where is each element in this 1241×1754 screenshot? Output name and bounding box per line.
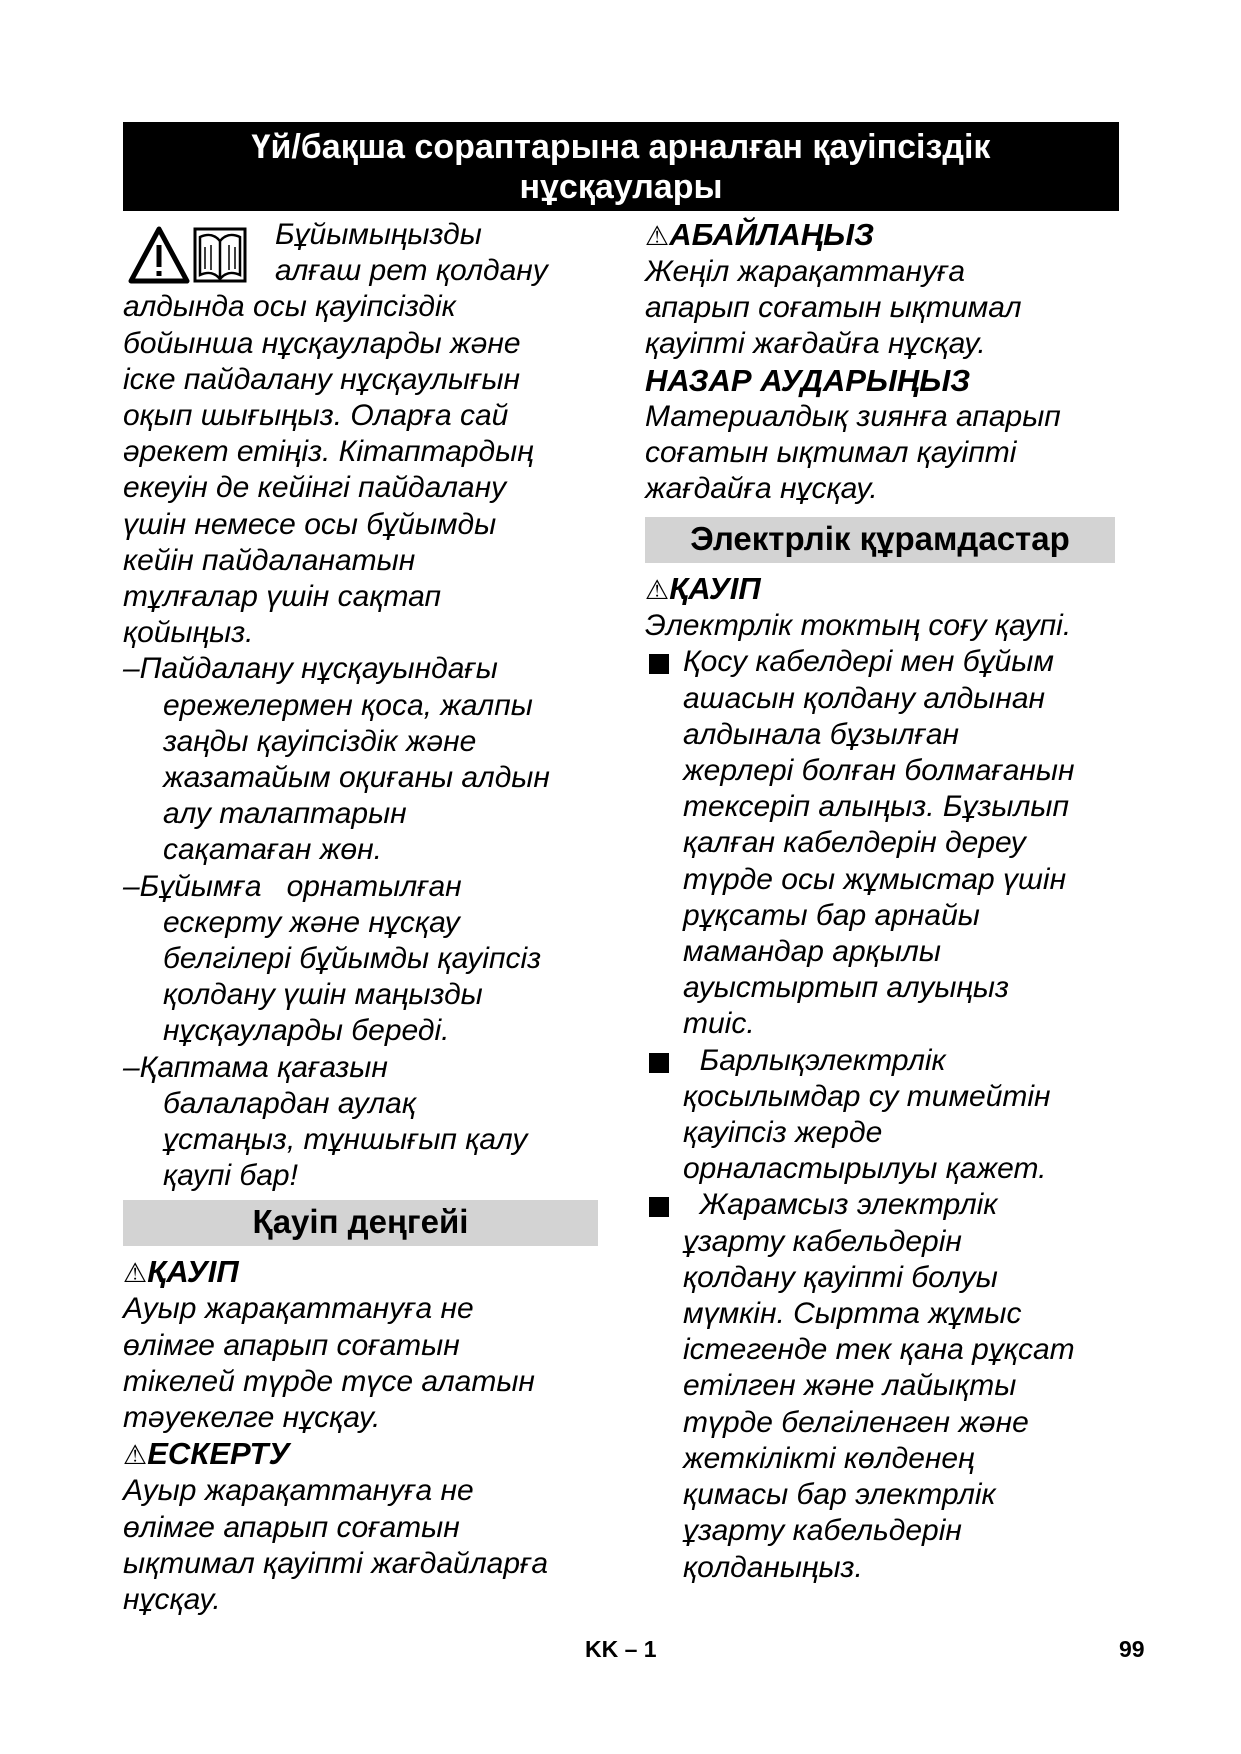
intro-line: оқып шығыңыз. Оларға сай [123,399,509,433]
notice-line: жағдайға нұсқау. [645,472,878,506]
bullet-line: түрде осы жұмыстар үшін [683,862,1067,896]
bullet-line: қауіпсіз жерде [683,1116,883,1150]
caution-heading [645,217,1125,254]
bullet-square-icon [649,1197,669,1217]
bullet-line: ұзарту кабельдерін [683,1514,962,1548]
warning-line: Ауыр жарақаттануға не [123,1474,474,1508]
electrical-components-heading: Электрлік құрамдастар [645,517,1115,563]
footer-page-number: 99 [1119,1636,1145,1662]
danger-line: өлімге апарып соғатын [123,1328,460,1362]
dash-item [123,869,603,1050]
warning-line: нұсқау. [123,1582,221,1616]
hazard-levels-heading: Қауіп деңгейі [123,1200,598,1246]
bullet-line: қимасы бар электрлік [683,1478,996,1512]
notice-line: соғатын ықтимал қауіпті [645,435,1017,469]
dash-line: алу талаптарын [163,797,407,831]
bullet-line: түрде белгіленген және [683,1405,1029,1439]
bullet-line: алдынала бұзылған [683,717,960,751]
danger-text [123,1291,603,1436]
notice-label: НАЗАР АУДАРЫҢЫЗ [645,362,971,398]
right-column [645,217,1125,1586]
notice-heading [645,363,1125,399]
warning-text [123,1473,603,1618]
warning-triangle-icon: ⚠ [645,221,670,251]
caution-text [645,254,1125,363]
caution-line: қауіпті жағдайға нұсқау. [645,327,986,361]
bullet-line: қолданыңыз. [683,1550,863,1584]
bullet-line: ұзарту кабельдерін [683,1224,962,1258]
bullet-line: рұқсаты бар арнайы [683,898,980,932]
bullet-line: етілген және лайықты [683,1369,1017,1403]
warning-triangle-icon: ⚠ [123,1440,148,1471]
bullet-line: ашасын қолдану алдынан [683,681,1046,715]
dash-line: –Бұйымға орнатылған [123,869,462,903]
bullet-line: жеткілікті көлденең [683,1441,975,1475]
bullet-line: Барлықэлектрлік [683,1043,946,1077]
bullet-item [645,1043,1125,1188]
warning-line: ықтимал қауіпті жағдайларға [123,1546,549,1580]
dash-line: қаупі бар! [163,1159,298,1193]
bullet-line: тексеріп алыңыз. Бұзылып [683,790,1069,824]
dash-line: ескерту және нұсқау [163,905,460,939]
page-title-line-2: нұсқаулары [519,168,723,206]
bullet-line: Жарамсыз электрлік [683,1188,998,1222]
warning-triangle-icon: ⚠ [123,1258,148,1289]
dash-line: ұстаңыз, тұншығып қалу [163,1123,528,1157]
dash-line: белгілері бұйымды қауіпсіз [163,942,542,976]
left-column [123,217,603,1618]
dash-line: сақатаған жөн. [163,833,382,867]
warning-heading [123,1436,603,1473]
warning-line: өлімге апарып соғатын [123,1510,460,1544]
intro-line: тұлғалар үшін сақтап [123,580,441,614]
caution-line: апарып соғатын ықтимал [645,291,1022,325]
danger-heading [123,1254,603,1291]
bullet-line: жерлері болған болмағанын [683,754,1075,788]
danger-line: тікелей түрде түсе алатын [123,1364,535,1398]
dash-line: –Пайдалану нұсқауындағы [123,652,498,686]
intro-line: алдында осы қауіпсіздік [123,290,456,324]
dash-line: ережелермен қоса, жалпы [163,688,533,722]
intro-line: алғаш рет қолдану [275,254,548,288]
safety-icons [127,225,249,289]
intro-line: екеуін де кейінгі пайдалану [123,471,507,505]
bullet-line: тиіс. [683,1007,755,1041]
footer-section-code: KK – 1 [585,1636,657,1662]
dash-line: қолдану үшін маңызды [163,978,483,1012]
bullet-line: мүмкін. Сыртта жұмыс [683,1297,1022,1331]
intro-line: бойынша нұсқауларды және [123,326,521,360]
intro-line: Бұйымыңызды [275,218,482,251]
danger-line: Ауыр жарақаттануға не [123,1292,474,1326]
intro-paragraph [123,217,603,651]
bullet-line: Қосу кабелдері мен бұйым [683,645,1054,679]
dash-line: нұсқауларды береді. [163,1014,450,1048]
bullet-line: қалған кабелдерін дереу [683,826,1026,860]
danger-label: ҚАУІП [147,1254,239,1290]
bullet-line: орналастырылуы қажет. [683,1152,1047,1186]
bullet-line: ауыстыртып алуыңыз [683,971,1009,1005]
electrical-danger-heading [645,571,1125,608]
warning-triangle-icon: ⚠ [645,575,670,606]
dash-line: жазатайым оқиғаны алдын [163,761,550,795]
danger-line: тәуекелге нұсқау. [123,1401,381,1435]
bullet-square-icon [649,654,669,674]
warning-triangle-icon [131,229,187,281]
bullet-line: қолдану қауіпті болуы [683,1260,998,1294]
dash-item [123,1050,603,1195]
electrical-danger-label: ҚАУІП [669,571,761,607]
intro-line: кейін пайдаланатын [123,543,416,577]
electrical-danger-text: Электрлік токтың соғу қаупі. [645,609,1072,643]
intro-line: іске пайдалану нұсқаулығын [123,362,521,396]
intro-line: әрекет етіңіз. Кітаптардың [123,435,534,469]
bullet-line: қосылымдар су тимейтін [683,1079,1051,1113]
warning-label: ЕСКЕРТУ [147,1436,290,1472]
page-title [123,122,1119,211]
bullet-item [645,1187,1125,1585]
notice-line: Материалдық зиянға апарып [645,399,1061,433]
bullet-item [645,644,1125,1042]
notice-text [645,399,1125,508]
bullet-line: істегенде тек қана рұқсат [683,1333,1075,1367]
dash-item [123,651,603,868]
bullet-square-icon [649,1053,669,1073]
intro-line: қойыңыз. [123,616,254,650]
caution-line: Жеңіл жарақаттануға [645,255,966,288]
caution-label: АБАЙЛАҢЫЗ [669,217,875,252]
manual-book-icon [195,229,245,281]
page-title-line-1: Үй/бақша сораптарына арналған қауіпсіздік [251,128,991,166]
dash-line: заңды қауіпсіздік және [163,724,477,758]
dash-line: –Қаптама қағазын [123,1050,388,1084]
intro-line: үшін немесе осы бұйымды [123,507,497,541]
dash-line: балалардан аулақ [163,1086,417,1120]
bullet-line: мамандар арқылы [683,935,941,969]
